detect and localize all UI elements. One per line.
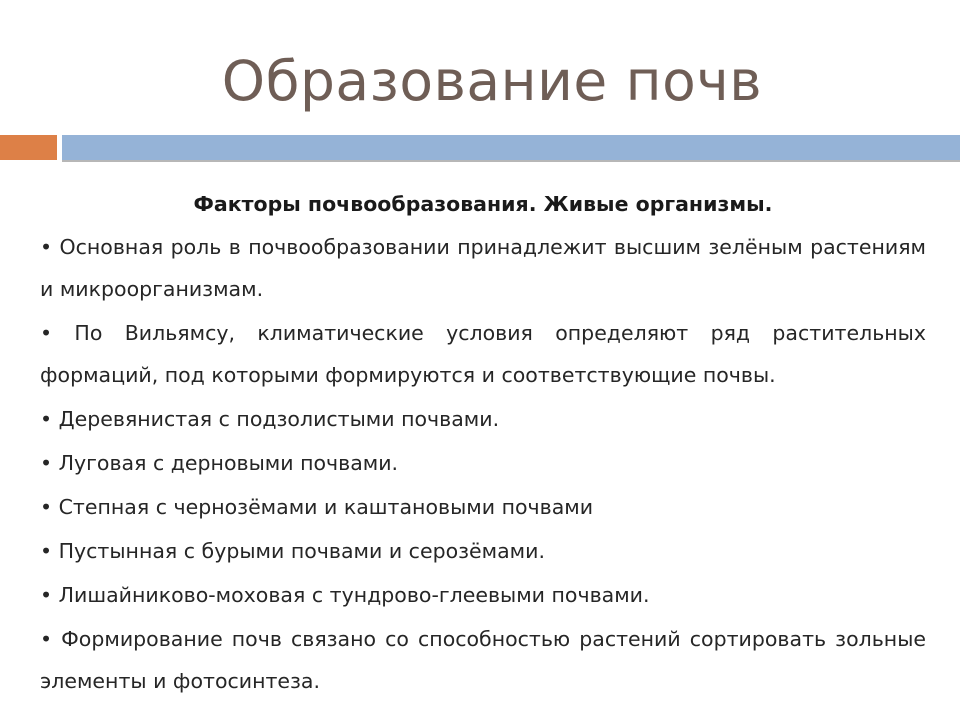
slide-title: Образование почв	[221, 49, 763, 113]
bullet-paragraph: • Деревянистая с подзолистыми почвами.	[40, 407, 500, 431]
bullet-paragraph: • Степная с чернозёмами и каштановыми почвами	[40, 495, 594, 519]
accent-bar-blue	[62, 135, 960, 160]
bullet-paragraph: • Основная роль в почвообразовании принадлежит высшим зелёным растениям и микроорганизмам.	[40, 235, 926, 301]
bullet-paragraph: • Луговая с дерновыми почвами.	[40, 451, 399, 475]
slide-body	[40, 184, 926, 704]
divider-line	[62, 160, 960, 162]
accent-bar-orange	[0, 135, 57, 160]
bullet-paragraph: • По Вильямсу, климатические условия определяют ряд растительных формаций, под которыми формируются и соответствующие почвы.	[40, 321, 926, 387]
bullet-paragraph: • Формирование почв связано со способностью растений сортировать зольные элементы и фотосинтеза.	[40, 627, 926, 693]
body-heading: Факторы почвообразования. Живые организмы.	[193, 192, 773, 216]
bullet-paragraph: • Лишайниково-моховая с тундрово-глеевыми почвами.	[40, 583, 650, 607]
bullet-paragraph: • Пустынная с бурыми почвами и серозёмами.	[40, 539, 545, 563]
